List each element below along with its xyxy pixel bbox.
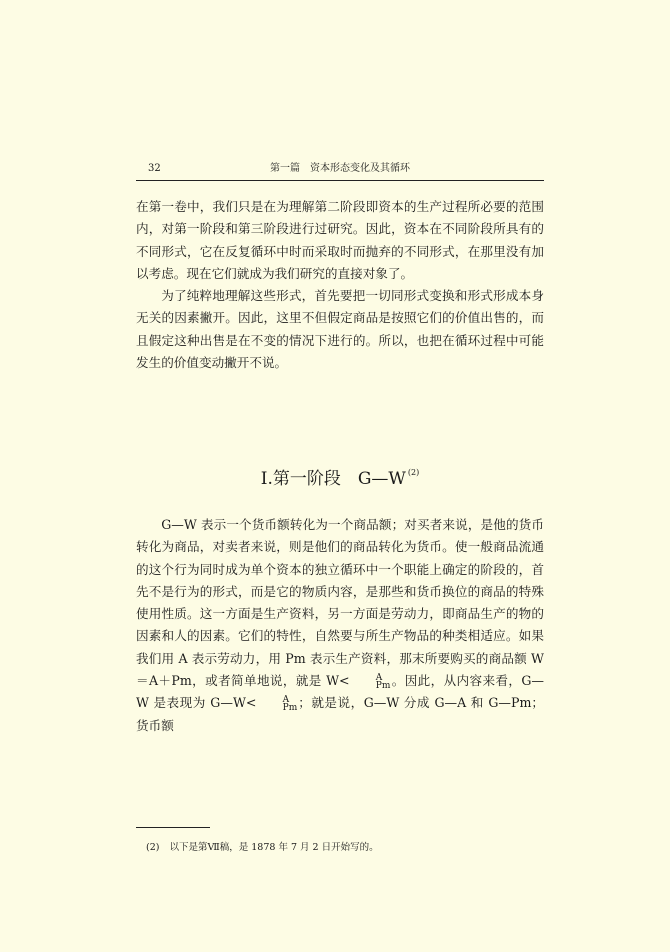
- branch-notation: [257, 696, 297, 712]
- page-number: 32: [148, 163, 161, 174]
- paragraph-part: G—W 表示一个货币额转化为一个商品额；对买者来说，是他的货币转化为商品，对卖者来说，则是他们的商品转化为货币。使一般商品流通的这个行为同时成为单个资本的独立循环中一个职能上确定的阶段的，首先不是行为的形式，而是它的物质内容，是那些和货币换位的商品的特殊使用性质。这一方面是生产资料，另一方面是劳动力，即商品生产的物的因素和人的因素。它们的特性，自然要与所生产物品的种类相适应。如果我们用 A 表示劳动力，用 Pm 表示生产资料，那末所要购买的商品额 W＝A＋Pm，或者简单地说，就是 W: [136, 517, 544, 689]
- branch-top: A: [375, 672, 383, 683]
- running-title: 第一篇 资本形态变化及其循环: [270, 163, 410, 174]
- branch-symbol: <: [339, 673, 350, 689]
- footnote-mark: (2): [146, 842, 160, 853]
- branch-symbol: <: [245, 695, 257, 711]
- paragraph-part: ；就是说，G—W 分成 G—A 和 G—Pm；货币额: [136, 695, 544, 733]
- footnote: [146, 841, 544, 855]
- page-header: [136, 162, 544, 181]
- main-text: [136, 514, 544, 737]
- branch-notation: [351, 674, 391, 690]
- paragraph-part: 。因此，从内容来看，G—W 是表现为 G—W: [136, 673, 544, 711]
- section-title-text: Ⅰ.第一阶段 G—W: [260, 469, 406, 489]
- intro-text: [136, 196, 544, 374]
- branch-bottom: Pm: [375, 680, 391, 691]
- paragraph: 为了纯粹地理解这些形式，首先要把一切同形式变换和形式形成本身无关的因素撇开。因此，这里不但假定商品是按照它们的价值出售的，而且假定这种出售是在不变的情况下进行的。所以，也把在循环过程中可能发生的价值变动撇开不说。: [136, 288, 544, 371]
- branch-bottom: Pm: [282, 702, 298, 713]
- paragraph: 在第一卷中，我们只是在为理解第二阶段即资本的生产过程所必要的范围内，对第一阶段和第三阶段进行过研究。因此，资本在不同阶段所具有的不同形式，它在反复循环中时而采取时而抛弃的不同形式，在那里没有加以考虑。现在它们就成为我们研究的直接对象了。: [136, 199, 544, 281]
- footnote-divider: [136, 827, 210, 828]
- footnote-ref: (2): [407, 468, 420, 477]
- branch-top: A: [282, 694, 290, 705]
- section-title: [136, 461, 544, 491]
- footnote-text: 以下是第Ⅶ稿，是 1878 年 7 月 2 日开始写的。: [169, 842, 379, 853]
- paragraph: [136, 514, 544, 737]
